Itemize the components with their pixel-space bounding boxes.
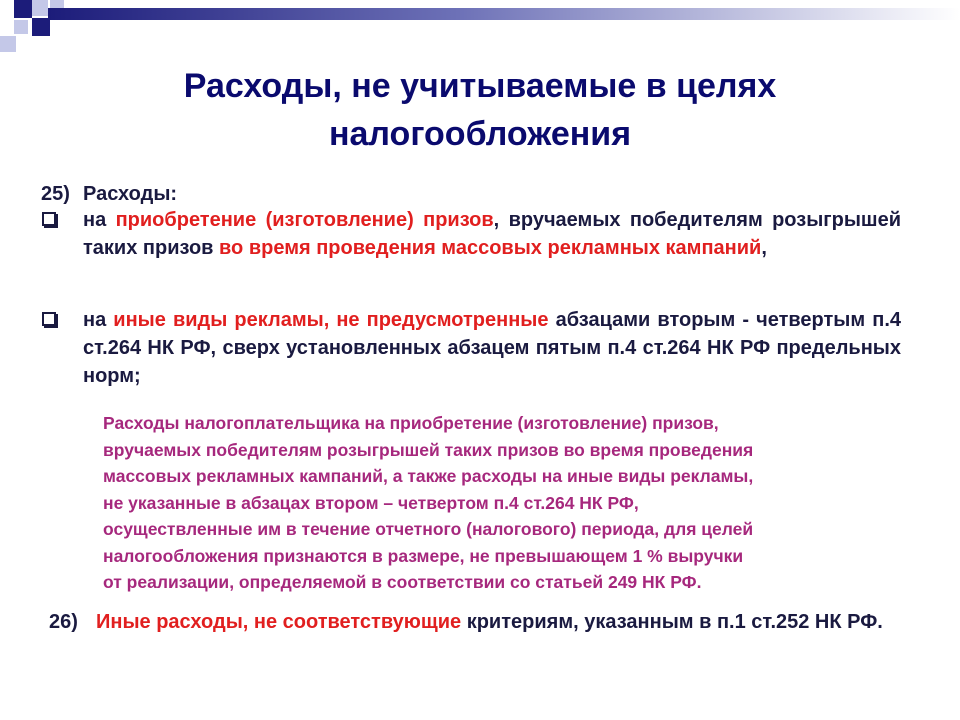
checkbox-bullet-icon xyxy=(42,312,56,326)
highlight-other-advertising: иные виды рекламы, не предусмотренные xyxy=(113,309,549,331)
header-decoration xyxy=(0,0,960,60)
note-line: от реализации, определяемой в соответствии со статьей 249 НК РФ. xyxy=(103,572,702,592)
note-line: массовых рекламных кампаний, а также расходы на иные виды рекламы, xyxy=(103,466,754,486)
item-26-text: Иные расходы, не соответствующие критериям, указанным в п.1 ст.252 НК РФ. xyxy=(96,611,883,633)
bullet-1-text: на приобретение (изготовление) призов, вручаемых победителям розыгрышей таких призов во время проведения массовых рекламных кампаний, xyxy=(83,209,901,259)
note-line: осуществленные им в течение отчетного (налогового) периода, для целей xyxy=(103,519,754,539)
item-25-number: 25) xyxy=(41,183,70,205)
title-line-1: Расходы, не учитываемые в целях xyxy=(183,67,777,105)
note-line: налогообложения признаются в размере, не превышающем 1 % выручки xyxy=(103,545,744,566)
item-26-number: 26) xyxy=(49,611,78,633)
checkbox-bullet-icon xyxy=(42,212,56,226)
highlight-prize-purchase: приобретение (изготовление) призов xyxy=(115,209,494,231)
explanatory-note xyxy=(103,410,903,596)
title-line-2: налогообложения xyxy=(328,115,632,153)
note-line: Расходы налогоплательщика на приобретение (изготовление) призов, xyxy=(103,413,719,433)
highlight-other-expenses: Иные расходы, не соответствующие xyxy=(96,611,462,633)
bullet-2-text: на иные виды рекламы, не предусмотренные абзацами вторым - четвертым п.4 ст.264 НК РФ, сверх установленных абзацем пятым п.4 ст.264 НК РФ предельных норм; xyxy=(83,309,901,387)
item-25-heading: Расходы: xyxy=(83,183,178,205)
slide-title xyxy=(60,62,900,158)
highlight-advertising-campaigns: во время проведения массовых рекламных кампаний xyxy=(219,237,762,259)
note-line: не указанные в абзацах втором – четвертом п.4 ст.264 НК РФ, xyxy=(103,492,639,513)
note-line: вручаемых победителям розыгрышей таких призов во время проведения xyxy=(103,439,754,460)
